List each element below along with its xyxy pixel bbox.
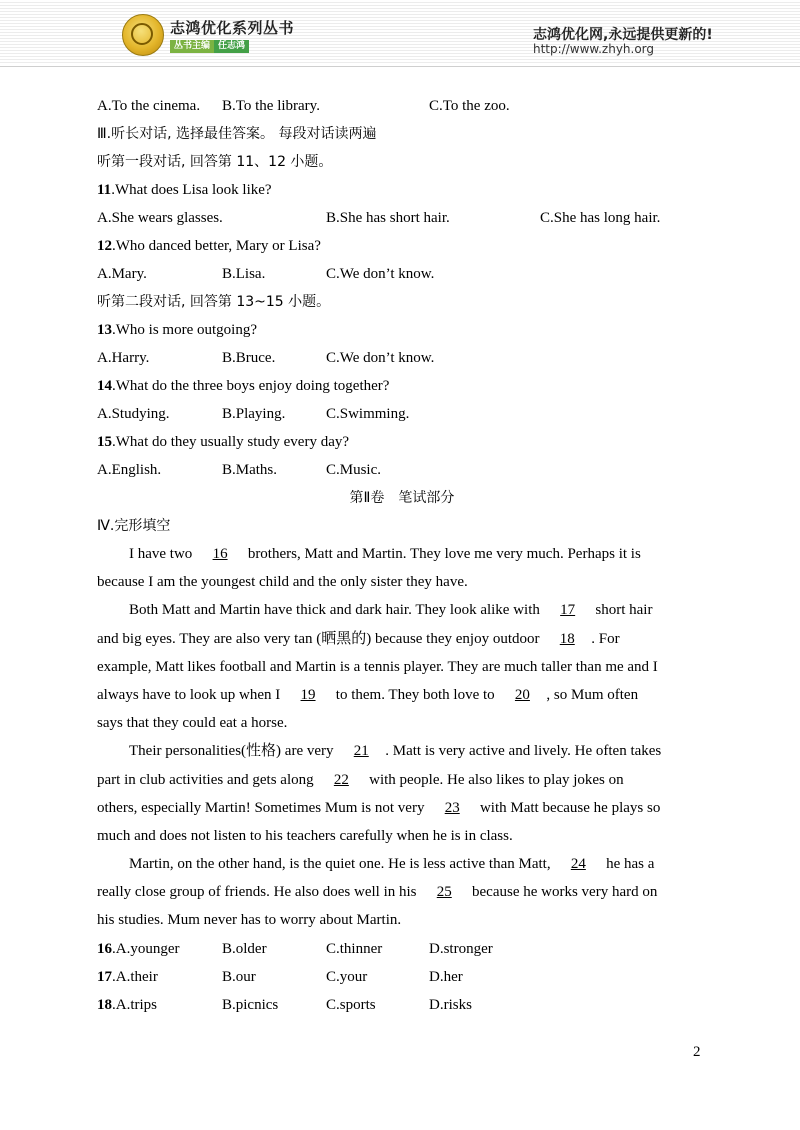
option: D.stronger (429, 940, 493, 957)
question-13-options (97, 344, 707, 372)
option: A.Mary. (97, 266, 147, 282)
section3-heading: Ⅲ.听长对话, 选择最佳答案。 每段对话读两遍 (97, 126, 377, 142)
option: B.Maths. (222, 462, 278, 478)
site-url: http://www.zhyh.org (533, 42, 655, 56)
blank-23: 23 (444, 799, 460, 816)
header-divider (0, 66, 800, 67)
option: C.Swimming. (326, 406, 410, 422)
document-body (97, 92, 707, 1019)
passage-line: says that they could eat a horse. (97, 715, 288, 732)
passage-line: because I am the youngest child and the only sister they have. (97, 574, 468, 591)
choice-17: 17.A.their B.our C.your D.her (97, 963, 707, 991)
question-14: 14.What do the three boys enjoy doing together? (97, 378, 390, 394)
blank-20: 20 (514, 686, 530, 703)
passage-line: Martin, on the other hand, is the quiet one. He is less active than Matt, 24 he has a (97, 850, 707, 878)
passage-line: Their personalities(性格) are very 21 . Matt is very active and lively. He often takes (97, 737, 707, 765)
option: C.We don’t know. (326, 350, 435, 366)
slogan: 志鸿优化网,永远提供更新的! (533, 27, 713, 43)
option: B.Bruce. (222, 350, 276, 366)
option: A.Studying. (97, 406, 170, 422)
passage-line: and big eyes. They are also very tan (晒黑的) because they enjoy outdoor 18 . For (97, 625, 707, 653)
choice-16: 16.A.younger B.older C.thinner D.stronger (97, 935, 707, 963)
passage-line: example, Matt likes football and Martin is a tennis player. They are much taller than me and I (97, 658, 658, 675)
blank-16: 16 (212, 546, 228, 562)
blank-19: 19 (300, 686, 316, 703)
passage-line: always have to look up when I 19 to them. They both love to 20 , so Mum often (97, 681, 707, 709)
page-header (0, 0, 800, 64)
option: C.She has long hair. (540, 210, 661, 226)
question-12-options (97, 260, 707, 288)
zhihong-logo-icon (122, 14, 164, 56)
editor-label: 丛书主编 (170, 40, 214, 53)
question-15: 15.What do they usually study every day? (97, 434, 350, 450)
question-11: 11.What does Lisa look like? (97, 182, 272, 198)
passage-line: Both Matt and Martin have thick and dark hair. They look alike with 17 short hair (97, 596, 707, 624)
q10-options (97, 92, 707, 120)
option: D.her (429, 968, 463, 985)
option: B.To the library. (222, 98, 320, 114)
passage-line: really close group of friends. He also does well in his 25 because he works very hard on (97, 878, 707, 906)
page-number: 2 (693, 1044, 701, 1060)
option: B.our (222, 968, 256, 985)
blank-21: 21 (353, 743, 369, 760)
option: C.To the zoo. (429, 98, 510, 114)
option: C.We don’t know. (326, 266, 435, 282)
question-11-options (97, 204, 707, 232)
option: B.picnics (222, 996, 279, 1013)
blank-18: 18 (559, 630, 575, 647)
blank-22: 22 (333, 771, 349, 788)
question-15-options (97, 456, 707, 484)
passage-line: others, especially Martin! Sometimes Mum is not very 23 with Matt because he plays so (97, 794, 707, 822)
dialog1-instruction: 听第一段对话, 回答第 11、12 小题。 (97, 154, 333, 170)
passage-line: his studies. Mum never has to worry about Martin. (97, 912, 402, 929)
question-14-options (97, 400, 707, 428)
blank-25: 25 (436, 884, 452, 901)
option: A.She wears glasses. (97, 210, 223, 226)
option: B.She has short hair. (326, 210, 450, 226)
series-title: 志鸿优化系列丛书 (170, 19, 295, 37)
blank-24: 24 (570, 856, 586, 873)
dialog2-instruction: 听第二段对话, 回答第 13~15 小题。 (97, 294, 331, 310)
choice-18: 18.A.trips B.picnics C.sports D.risks (97, 991, 707, 1019)
blank-17: 17 (560, 602, 576, 619)
option: B.Playing. (222, 406, 286, 422)
option: C.sports (326, 996, 376, 1013)
option: C.Music. (326, 462, 382, 478)
option: A.Harry. (97, 350, 150, 366)
option: D.risks (429, 996, 472, 1013)
option: A.To the cinema. (97, 98, 201, 114)
passage-line: much and does not listen to his teachers carefully when he is in class. (97, 827, 513, 844)
editor-name: 任志鸿 (214, 40, 249, 53)
option: C.thinner (326, 940, 383, 957)
part2-title: 第Ⅱ卷 笔试部分 (349, 490, 455, 506)
editor-tag (170, 40, 249, 53)
option: C.your (326, 968, 368, 985)
option: B.older (222, 940, 267, 957)
question-13: 13.Who is more outgoing? (97, 322, 257, 338)
option: B.Lisa. (222, 266, 266, 282)
option: A.English. (97, 462, 162, 478)
question-12: 12.Who danced better, Mary or Lisa? (97, 238, 321, 254)
passage-line: part in club activities and gets along 22 with people. He also likes to play jokes on (97, 766, 707, 794)
passage-line: I have two 16 brothers, Matt and Martin. They love me very much. Perhaps it is (97, 540, 707, 568)
section4-heading: Ⅳ.完形填空 (97, 518, 171, 534)
